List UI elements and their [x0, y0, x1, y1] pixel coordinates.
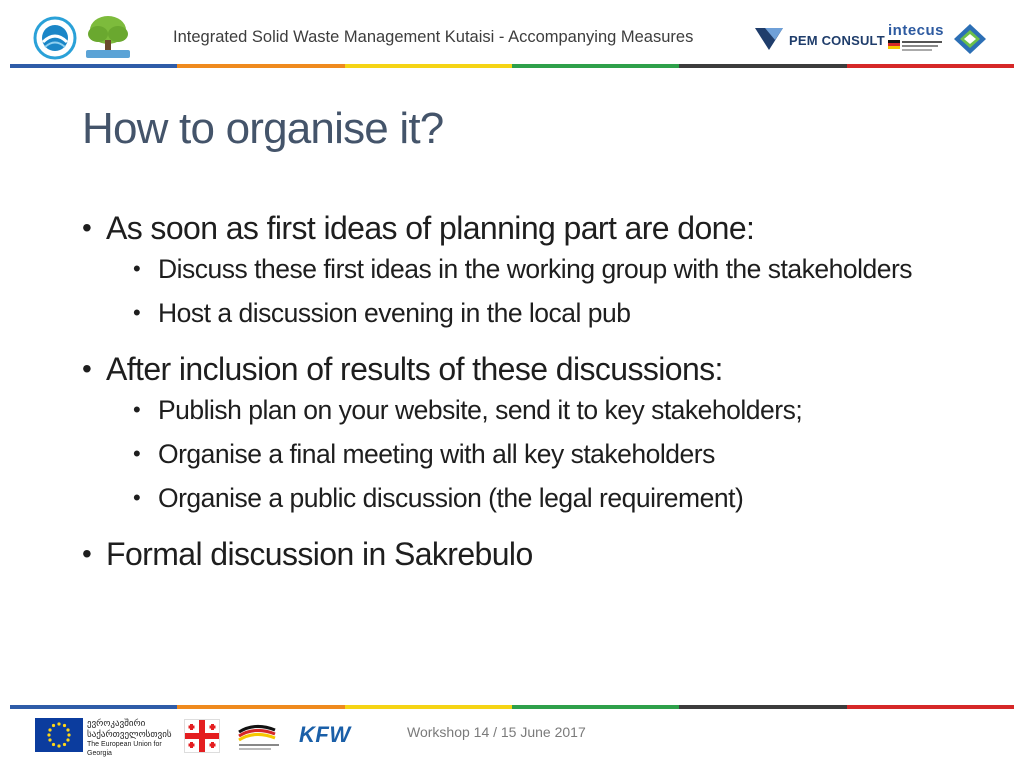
bullet-item — [82, 534, 982, 574]
sub-bullet-text: Organise a public discussion (the legal requirement) — [158, 483, 744, 513]
footer-workshop-date: Workshop 14 / 15 June 2017 — [407, 724, 586, 740]
bullet-dot-icon: • — [133, 397, 141, 422]
eu-flag-icon — [35, 718, 83, 752]
stripe-segment — [177, 64, 344, 68]
stripe-segment — [345, 64, 512, 68]
georgia-flag-icon — [184, 719, 220, 753]
sub-bullet-item — [133, 480, 982, 516]
stripe-segment — [679, 64, 846, 68]
slide-header — [0, 0, 1024, 70]
g-logo-icon — [952, 22, 988, 56]
sub-bullet-text: Organise a final meeting with all key stakeholders — [158, 439, 715, 469]
bullet-dot-icon: • — [133, 300, 141, 325]
footer-color-stripe — [10, 705, 1014, 709]
eu-text-line: საქართველოსთვის — [87, 729, 172, 739]
stripe-segment — [679, 705, 846, 709]
stripe-segment — [10, 64, 177, 68]
sub-bullet-item — [133, 436, 982, 472]
stripe-segment — [345, 705, 512, 709]
pem-consult-logo-text: PEM CONSULT — [789, 33, 885, 48]
intecus-logo-icon — [886, 22, 946, 56]
stripe-segment — [512, 64, 679, 68]
eu-text-line: ევროკავშირი — [87, 718, 146, 728]
bullet-dot-icon: • — [82, 353, 92, 384]
stripe-segment — [847, 705, 1014, 709]
bullet-dot-icon: • — [133, 485, 141, 510]
german-cooperation-logo-icon — [235, 720, 293, 752]
sub-bullet-item — [133, 392, 982, 428]
bullet-dot-icon: • — [133, 256, 141, 281]
stripe-segment — [512, 705, 679, 709]
bullet-dot-icon: • — [82, 538, 92, 569]
bullet-dot-icon: • — [133, 441, 141, 466]
kutaisi-logo-icon — [33, 16, 77, 60]
intecus-logo-text: intecus — [888, 22, 945, 39]
bullet-text: After inclusion of results of these discussions: — [106, 351, 723, 387]
stripe-segment — [177, 705, 344, 709]
eu-text-line: The European Union for Georgia — [87, 741, 162, 757]
bullet-text: Formal discussion in Sakrebulo — [106, 536, 533, 572]
sub-bullet-text: Host a discussion evening in the local pub — [158, 298, 631, 328]
stripe-segment — [847, 64, 1014, 68]
footer-logos — [35, 714, 375, 757]
bullet-item — [82, 208, 982, 248]
slide-title: How to organise it? — [82, 104, 444, 153]
kfw-logo-text: KFW — [299, 722, 351, 747]
sub-bullet-text: Discuss these first ideas in the working group with the stakeholders — [158, 254, 913, 284]
header-color-stripe — [10, 64, 1014, 68]
stripe-segment — [10, 705, 177, 709]
sub-bullet-text: Publish plan on your website, send it to key stakeholders; — [158, 395, 803, 425]
slide-content — [82, 208, 982, 577]
sub-bullet-item — [133, 251, 982, 287]
tree-logo-icon — [82, 12, 134, 60]
header-title: Integrated Solid Waste Management Kutaisi - Accompanying Measures — [173, 28, 694, 46]
sub-bullet-item — [133, 295, 982, 331]
eu-text — [87, 718, 177, 758]
bullet-text: As soon as first ideas of planning part are done: — [106, 210, 755, 246]
bullet-dot-icon: • — [82, 212, 92, 243]
bullet-item — [82, 349, 982, 389]
